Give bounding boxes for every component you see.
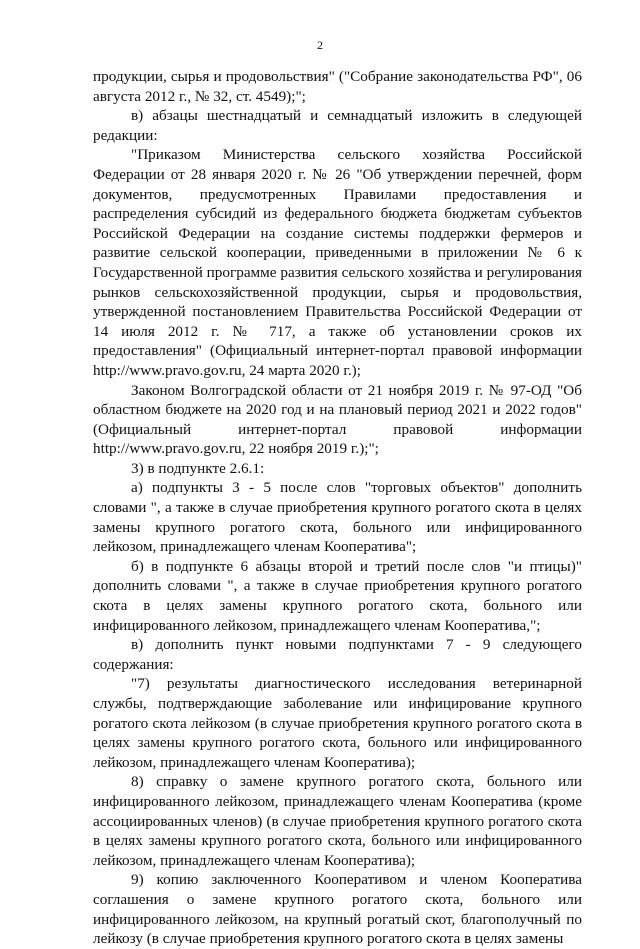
- paragraph-1: продукции, сырья и продовольствия" ("Собрание законодательства РФ", 06 августа 2012 г., № 32, ст. 4549);";: [93, 68, 582, 105]
- document-body: [93, 67, 582, 949]
- paragraph-9: "7) результаты диагностического исследования ветеринарной службы, подтверждающие заболевание или инфицирование крупного рогатого скота лейкозом (в случае приобретения крупного рогатого скота в целях замены крупного рогатого скота, больного или инфицированного лейкозом, принадлежащего членам Кооператива);: [93, 675, 582, 771]
- paragraph-8: в) дополнить пункт новыми подпунктами 7 - 9 следующего содержания:: [93, 636, 582, 673]
- page-number: 2: [317, 38, 323, 52]
- paragraph-7: б) в подпункте 6 абзацы второй и третий после слов "и птицы)" дополнить словами ", а также в случае приобретения крупного рогатого скота в целях замены крупного рогатого скота, больного или инфицированного лейкозом, принадлежащего членам Кооператива,";: [93, 557, 582, 634]
- paragraph-6: а) подпункты 3 - 5 после слов "торговых объектов" дополнить словами ", а также в случае приобретения крупного рогатого скота в целях замены крупного рогатого скота, больного или инфицированного лейкозом, принадлежащего членам Кооператива";: [93, 479, 582, 556]
- paragraph-2: в) абзацы шестнадцатый и семнадцатый изложить в следующей редакции:: [93, 107, 582, 144]
- paragraph-10: 8) справку о замене крупного рогатого скота, больного или инфицированного лейкозом, принадлежащего членам Кооператива (кроме ассоциированных членов) (в случае приобретения крупного рогатого скота в целях замены крупного рогатого скота, больного или инфицированного лейкозом, принадлежащего членам Кооператива);: [93, 773, 582, 869]
- paragraph-3: "Приказом Министерства сельского хозяйства Российской Федерации от 28 января 2020 г. № 26 "Об утверждении перечней, форм документов, предусмотренных Правилами предоставления и распределения субсидий из федерального бюджета бюджетам субъектов Российской Федерации на создание системы поддержки фермеров и развитие сельской кооперации, приведенными в приложении № 6 к Государственной программе развития сельского хозяйства и регулирования рынков сельскохозяйственной продукции, сырья и продовольствия, утвержденной постановлением Правительства Российской Федерации от 14 июля 2012 г. № 717, а также об установлении сроков их предоставления" (Официальный интернет-портал правовой информации http://www.pravo.gov.ru, 24 марта 2020 г.);: [93, 146, 582, 379]
- paragraph-5: 3) в подпункте 2.6.1:: [131, 459, 265, 477]
- paragraph-11: 9) копию заключенного Кооперативом и членом Кооператива соглашения о замене крупного рогатого скота, больного или инфицированного лейкозом, на крупный рогатый скот, благополучный по лейкозу (в случае приобретения крупного рогатого скота в целях замены: [93, 871, 582, 948]
- paragraph-4: Законом Волгоградской области от 21 ноября 2019 г. № 97-ОД "Об областном бюджете на 2020 год и на плановый период 2021 и 2022 годов" (Официальный интернет-портал правовой информации http://www.pravo.gov.ru, 22 ноября 2019 г.);";: [93, 381, 582, 458]
